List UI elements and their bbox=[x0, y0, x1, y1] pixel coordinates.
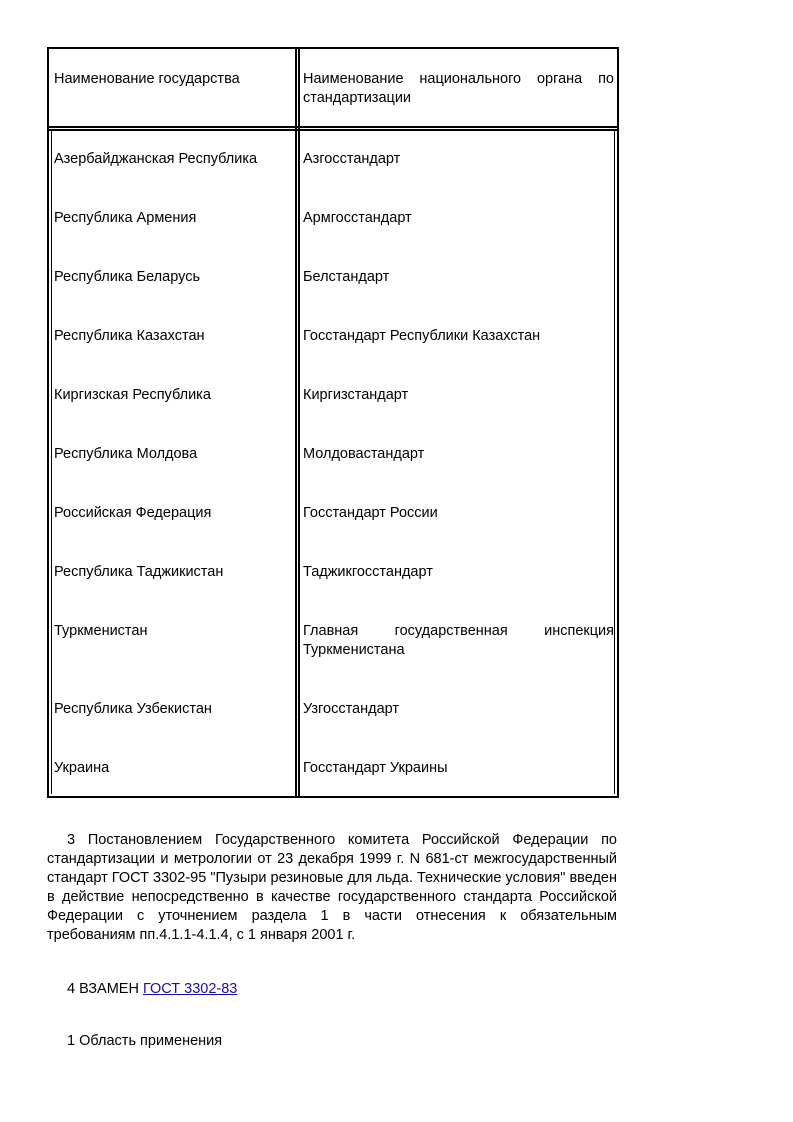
header-organ: Наименование национального органа по стандартизации bbox=[303, 71, 614, 106]
standards-bodies-table bbox=[47, 47, 619, 798]
table-row-country: Республика Таджикистан bbox=[54, 564, 224, 580]
table-row-country: Республика Молдова bbox=[54, 446, 198, 462]
table-row-country: Азербайджанская Республика bbox=[54, 151, 258, 167]
table-row-country: Республика Беларусь bbox=[54, 269, 200, 285]
table-row-organ: Молдовастандарт bbox=[303, 446, 425, 462]
table-row-country: Украина bbox=[54, 760, 110, 776]
table-row-organ: Госстандарт Республики Казахстан bbox=[303, 328, 541, 344]
table-row-organ: Киргизстандарт bbox=[303, 387, 409, 403]
table-row-organ: Главная государственная инспекция Туркменистана bbox=[303, 623, 614, 658]
header-divider bbox=[49, 129, 617, 131]
table-row-organ: Узгосстандарт bbox=[303, 701, 400, 717]
table-inner-border bbox=[614, 131, 615, 794]
section-heading-scope: 1 Область применения bbox=[67, 1033, 223, 1049]
table-row-organ: Белстандарт bbox=[303, 269, 390, 285]
replaces-prefix: 4 ВЗАМЕН bbox=[67, 981, 143, 997]
table-row-organ: Азгосстандарт bbox=[303, 151, 401, 167]
table-row-country: Республика Армения bbox=[54, 210, 197, 226]
table-row-organ: Армгосстандарт bbox=[303, 210, 412, 226]
paragraph-3: 3 Постановлением Государственного комитета Российской Федерации по стандартизации и метрологии от 23 декабря 1999 г. N 681-ст межгосударственный стандарт ГОСТ 3302-95 "Пузыри резиновые для льда. Технические условия" введен в действие непосредственно в качестве государственного стандарта Российской Федерации с уточнением раздела 1 в части отнесения к обязательным требованиям пп.4.1.1-4.1.4, с 1 января 2001 г. bbox=[47, 832, 617, 943]
table-row-organ: Таджикгосстандарт bbox=[303, 564, 433, 580]
header-divider bbox=[49, 126, 617, 128]
table-row-country: Республика Казахстан bbox=[54, 328, 205, 344]
column-divider bbox=[298, 49, 300, 796]
paragraph-4 bbox=[47, 980, 617, 999]
header-country: Наименование государства bbox=[54, 71, 240, 87]
table-row-country: Российская Федерация bbox=[54, 505, 212, 521]
gost-3302-83-link[interactable]: ГОСТ 3302-83 bbox=[142, 981, 238, 997]
column-divider bbox=[295, 49, 297, 796]
table-row-organ: Госстандарт России bbox=[303, 505, 438, 521]
table-row-country: Республика Узбекистан bbox=[54, 701, 212, 717]
table-row-country: Киргизская Республика bbox=[54, 387, 211, 403]
table-row-country: Туркменистан bbox=[54, 623, 148, 639]
table-row-organ: Госстандарт Украины bbox=[303, 760, 448, 776]
table-inner-border bbox=[51, 131, 52, 794]
